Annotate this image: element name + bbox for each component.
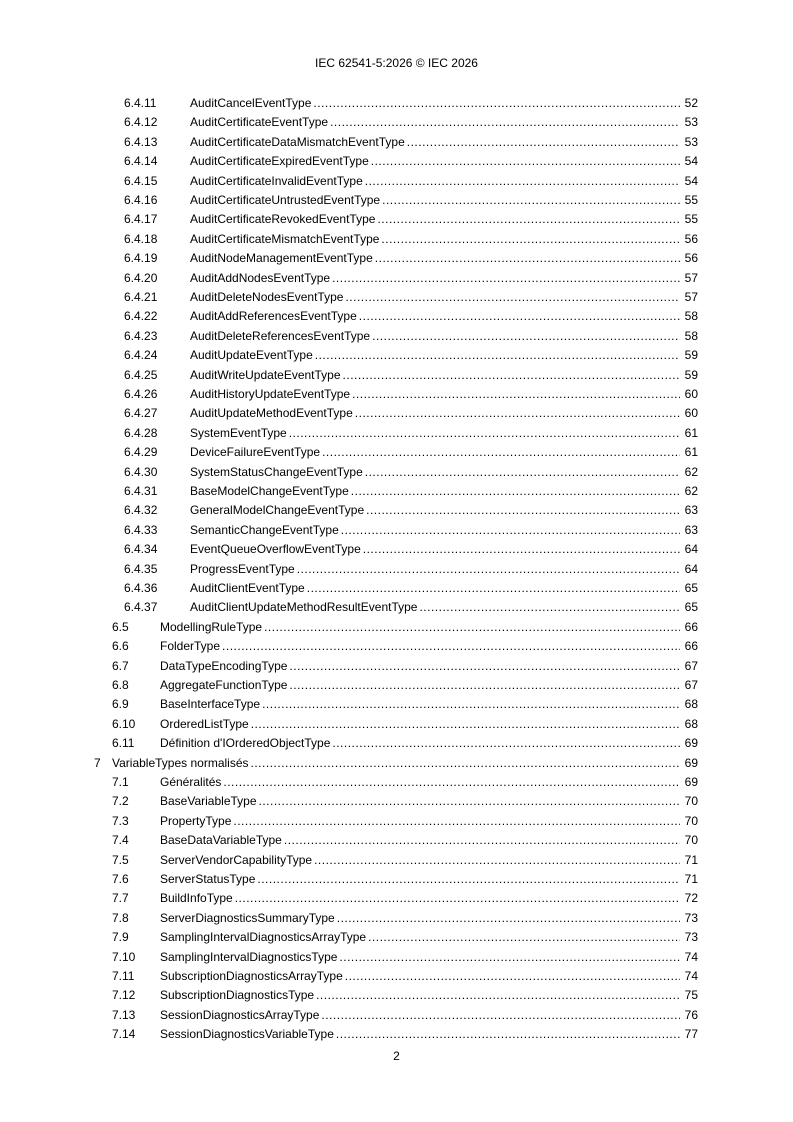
toc-entry-line <box>190 307 698 325</box>
toc-dot-leader <box>345 967 680 985</box>
toc-dot-leader <box>381 230 680 248</box>
toc-entry-page: 60 <box>684 387 698 401</box>
toc-entry-number: 7.5 <box>112 852 129 867</box>
toc-dot-leader <box>332 734 680 752</box>
toc-entry-page: 60 <box>684 406 698 421</box>
toc-entry[interactable] <box>0 521 793 541</box>
toc-entry-line <box>160 676 698 694</box>
toc-entry-title: BaseModelChangeEventType <box>190 484 349 498</box>
toc-entry-number: 6.4.16 <box>124 193 158 207</box>
toc-dot-leader <box>352 385 680 403</box>
toc-entry-page: 65 <box>684 581 698 595</box>
toc-entry-line <box>160 948 698 966</box>
toc-entry-number: 6.4.17 <box>124 212 158 227</box>
toc-entry-page: 53 <box>684 134 698 149</box>
toc-entry-line <box>190 424 698 442</box>
toc-entry-title: Définition d'IOrderedObjectType <box>160 736 331 751</box>
toc-entry-title: AuditClientEventType <box>190 581 305 595</box>
toc-entry-number: 6.4.35 <box>124 561 158 576</box>
toc-entry-title: EventQueueOverflowEventType <box>190 542 361 557</box>
toc-entry-page: 68 <box>684 716 698 731</box>
toc-entry-title: AuditCertificateExpiredEventType <box>190 154 369 169</box>
toc-entry-title: AuditCancelEventType <box>190 96 312 110</box>
toc-dot-leader <box>345 288 680 306</box>
toc-entry[interactable] <box>0 404 793 424</box>
toc-dot-leader <box>284 831 680 849</box>
toc-entry-title: SamplingIntervalDiagnosticsArrayType <box>160 930 367 945</box>
toc-entry-page: 68 <box>684 697 698 712</box>
toc-dot-leader <box>377 210 680 228</box>
toc-entry-line <box>190 501 698 519</box>
toc-dot-leader <box>336 1025 680 1043</box>
toc-dot-leader <box>314 851 680 869</box>
toc-dot-leader <box>351 482 680 500</box>
toc-entry[interactable] <box>0 210 793 230</box>
toc-entry-number: 6.5 <box>112 619 129 634</box>
toc-entry-title: AuditCertificateUntrustedEventType <box>190 193 381 207</box>
toc-entry[interactable] <box>0 909 793 929</box>
toc-entry-line <box>190 482 698 500</box>
toc-entry[interactable] <box>0 812 793 832</box>
toc-entry-title: DataTypeEncodingType <box>160 658 288 673</box>
toc-entry-page: 74 <box>684 949 698 964</box>
toc-entry-line <box>160 715 698 733</box>
toc-entry-number: 6.4.26 <box>124 387 158 401</box>
toc-entry-line <box>112 754 698 772</box>
toc-entry-title: Généralités <box>160 775 222 789</box>
toc-entry-title: SystemEventType <box>190 425 287 440</box>
toc-entry-line <box>190 579 698 597</box>
toc-entry[interactable] <box>0 249 793 269</box>
toc-entry-page: 62 <box>684 464 698 479</box>
toc-entry-number: 7.2 <box>112 794 129 809</box>
toc-entry[interactable] <box>0 463 793 483</box>
toc-dot-leader <box>339 948 680 966</box>
toc-entry-line <box>160 1025 698 1043</box>
toc-entry[interactable] <box>0 288 793 308</box>
toc-entry-line <box>160 831 698 849</box>
toc-entry-line <box>160 637 698 655</box>
toc-entry-number: 7.14 <box>112 1027 136 1042</box>
toc-entry-number: 7.12 <box>112 988 136 1003</box>
toc-entry-line <box>160 889 698 907</box>
toc-entry[interactable] <box>0 269 793 289</box>
toc-entry[interactable] <box>0 831 793 851</box>
toc-dot-leader <box>355 404 680 422</box>
toc-entry[interactable] <box>0 928 793 948</box>
toc-dot-leader <box>343 366 680 384</box>
toc-entry-title: DeviceFailureEventType <box>190 445 321 460</box>
toc-entry-page: 65 <box>684 600 698 615</box>
toc-entry[interactable] <box>0 792 793 812</box>
toc-dot-leader <box>368 928 680 946</box>
toc-entry-number: 6.10 <box>112 716 136 731</box>
toc-entry-title: SamplingIntervalDiagnosticsType <box>160 949 338 964</box>
toc-entry-title: ProgressEventType <box>190 561 295 576</box>
toc-dot-leader <box>365 463 680 481</box>
toc-entry-title: SemanticChangeEventType <box>190 522 339 537</box>
toc-entry-line <box>160 928 698 946</box>
toc-entry-page: 59 <box>684 367 698 382</box>
toc-entry-number: 6.4.22 <box>124 309 158 324</box>
toc-dot-leader <box>382 191 680 209</box>
toc-entry-title: BaseInterfaceType <box>160 697 261 712</box>
toc-entry-line <box>190 404 698 422</box>
toc-entry-line <box>160 986 698 1004</box>
toc-dot-leader <box>419 598 680 616</box>
toc-dot-leader <box>337 909 680 927</box>
toc-entry-title: AuditAddReferencesEventType <box>190 309 357 324</box>
toc-entry-title: AuditNodeManagementEventType <box>190 251 373 266</box>
toc-entry-page: 56 <box>684 251 698 266</box>
toc-entry-number: 6.4.27 <box>124 406 158 421</box>
toc-entry-number: 6.4.13 <box>124 134 158 149</box>
toc-entry-title: AuditCertificateRevokedEventType <box>190 212 376 227</box>
page-number: 2 <box>393 1049 400 1063</box>
toc-entry-number: 6.4.33 <box>124 522 158 537</box>
toc-entry-page: 67 <box>684 678 698 692</box>
toc-entry-title: SystemStatusChangeEventType <box>190 464 363 479</box>
toc-entry-line <box>190 210 698 228</box>
toc-entry[interactable] <box>0 870 793 890</box>
toc-entry-line <box>190 288 698 306</box>
toc-entry-title: BaseVariableType <box>160 794 257 809</box>
toc-entry-title: AggregateFunctionType <box>160 678 288 692</box>
toc-dot-leader <box>366 501 680 519</box>
toc-entry[interactable] <box>0 443 793 463</box>
toc-entry-page: 53 <box>684 115 698 130</box>
toc-entry-number: 6.4.31 <box>124 484 158 498</box>
toc-entry-title: PropertyType <box>160 813 232 828</box>
toc-entry-page: 54 <box>684 154 698 169</box>
toc-entry-line <box>190 269 698 287</box>
toc-entry-line <box>190 540 698 558</box>
toc-entry[interactable] <box>0 346 793 366</box>
toc-entry-title: ServerStatusType <box>160 872 256 886</box>
toc-entry-number: 6.4.20 <box>124 270 158 285</box>
toc-entry-number: 7.9 <box>112 930 129 945</box>
toc-entry-page: 63 <box>684 503 698 518</box>
toc-entry-page: 63 <box>684 522 698 537</box>
toc-entry-title: GeneralModelChangeEventType <box>190 503 365 518</box>
toc-entry[interactable] <box>0 540 793 560</box>
toc-entry-number: 6.4.25 <box>124 367 158 382</box>
toc-entry[interactable] <box>0 851 793 871</box>
toc-entry-line <box>160 812 698 830</box>
toc-entry-title: AuditWriteUpdateEventType <box>190 367 341 382</box>
toc-dot-leader <box>297 560 680 578</box>
toc-entry[interactable] <box>0 366 793 386</box>
toc-entry-number: 6.4.18 <box>124 231 158 246</box>
toc-entry-line <box>190 191 698 209</box>
toc-entry-title: AuditCertificateInvalidEventType <box>190 173 363 188</box>
toc-entry-number: 6.9 <box>112 697 129 712</box>
toc-entry-line <box>160 695 698 713</box>
toc-dot-leader <box>307 579 680 597</box>
toc-entry-title: ServerVendorCapabilityType <box>160 852 313 867</box>
toc-entry-line <box>190 230 698 248</box>
toc-entry-page: 58 <box>684 309 698 324</box>
toc-entry-title: ServerDiagnosticsSummaryType <box>160 910 335 925</box>
toc-entry-number: 6.4.19 <box>124 251 158 266</box>
toc-entry-number: 6.4.37 <box>124 600 158 615</box>
toc-entry-page: 56 <box>684 231 698 246</box>
toc-entry-title: AuditDeleteNodesEventType <box>190 290 344 304</box>
toc-entry-number: 6.4.24 <box>124 348 158 363</box>
toc-entry-page: 73 <box>684 930 698 945</box>
toc-entry-number: 7.10 <box>112 949 136 964</box>
toc-entry-number: 6.4.36 <box>124 581 158 595</box>
toc-entry[interactable] <box>0 889 793 909</box>
toc-entry-page: 70 <box>684 833 698 848</box>
toc-entry[interactable] <box>0 1025 793 1045</box>
toc-dot-leader <box>313 94 680 112</box>
toc-entry-page: 55 <box>684 212 698 227</box>
toc-entry-page: 59 <box>684 348 698 363</box>
toc-entry-page: 69 <box>684 755 698 770</box>
toc-dot-leader <box>257 870 680 888</box>
toc-entry-line <box>190 346 698 364</box>
toc-entry-title: AuditAddNodesEventType <box>190 270 331 285</box>
toc-dot-leader <box>315 346 680 364</box>
toc-entry-line <box>190 560 698 578</box>
toc-dot-leader <box>222 637 680 655</box>
toc-entry[interactable] <box>0 986 793 1006</box>
toc-entry[interactable] <box>0 637 793 657</box>
toc-entry-page: 57 <box>684 270 698 285</box>
toc-entry-number: 6.4.15 <box>124 173 158 188</box>
toc-entry[interactable] <box>0 385 793 405</box>
toc-entry-number: 7.8 <box>112 910 129 925</box>
toc-entry[interactable] <box>0 424 793 444</box>
toc-entry-page: 58 <box>684 328 698 343</box>
toc-entry-page: 61 <box>684 445 698 460</box>
toc-entry-line <box>160 909 698 927</box>
toc-entry-title: AuditHistoryUpdateEventType <box>190 387 351 401</box>
toc-entry[interactable] <box>0 754 793 774</box>
toc-entry-title: OrderedListType <box>160 716 249 731</box>
toc-dot-leader <box>223 773 680 791</box>
toc-entry-title: SubscriptionDiagnosticsType <box>160 988 315 1003</box>
toc-dot-leader <box>371 152 680 170</box>
toc-entry-number: 6.4.29 <box>124 445 158 460</box>
toc-entry[interactable] <box>0 948 793 968</box>
toc-entry[interactable] <box>0 618 793 638</box>
toc-entry[interactable] <box>0 1006 793 1026</box>
toc-entry-title: SubscriptionDiagnosticsArrayType <box>160 969 343 983</box>
toc-entry-number: 7.1 <box>112 775 129 789</box>
toc-entry[interactable] <box>0 598 793 618</box>
toc-dot-leader <box>332 269 680 287</box>
toc-entry-title: AuditClientUpdateMethodResultEventType <box>190 600 418 615</box>
toc-entry[interactable] <box>0 773 793 793</box>
toc-entry-number: 6.4.21 <box>124 290 158 304</box>
toc-entry-title: AuditCertificateEventType <box>190 115 329 130</box>
toc-entry-page: 62 <box>684 484 698 498</box>
toc-entry-page: 61 <box>684 425 698 440</box>
toc-entry-page: 71 <box>684 872 698 886</box>
toc-entry-page: 71 <box>684 852 698 867</box>
toc-entry-number: 6.11 <box>112 736 135 751</box>
toc-dot-leader <box>235 889 680 907</box>
toc-entry[interactable] <box>0 482 793 502</box>
toc-entry-line <box>190 366 698 384</box>
toc-entry-page: 72 <box>684 891 698 906</box>
toc-dot-leader <box>372 327 680 345</box>
toc-entry-line <box>190 443 698 461</box>
toc-entry-line <box>190 463 698 481</box>
toc-entry-title: AuditUpdateEventType <box>190 348 313 363</box>
toc-entry-line <box>190 385 698 403</box>
toc-entry-line <box>190 327 698 345</box>
toc-entry-page: 69 <box>684 736 698 751</box>
toc-entry-page: 52 <box>684 96 698 110</box>
toc-entry-number: 6.4.30 <box>124 464 158 479</box>
toc-dot-leader <box>359 307 680 325</box>
toc-entry-title: SessionDiagnosticsArrayType <box>160 1007 320 1022</box>
toc-entry-line <box>160 657 698 675</box>
toc-entry-page: 54 <box>684 173 698 188</box>
toc-entry-title: AuditCertificateDataMismatchEventType <box>190 134 405 149</box>
toc-entry[interactable] <box>0 695 793 715</box>
toc-entry-title: BaseDataVariableType <box>160 833 282 848</box>
toc-entry-number: 6.4.23 <box>124 328 158 343</box>
toc-entry[interactable] <box>0 307 793 327</box>
toc-entry-number: 6.4.14 <box>124 154 158 169</box>
toc-entry-title: AuditDeleteReferencesEventType <box>190 328 371 343</box>
toc-entry-page: 70 <box>684 794 698 809</box>
toc-entry[interactable] <box>0 113 793 133</box>
toc-entry-line <box>190 598 698 616</box>
toc-entry-line <box>160 967 698 985</box>
toc-entry-page: 74 <box>684 969 698 983</box>
toc-dot-leader <box>330 113 680 131</box>
toc-dot-leader <box>251 754 680 772</box>
toc-entry[interactable] <box>0 230 793 250</box>
toc-entry-title: AuditCertificateMismatchEventType <box>190 231 380 246</box>
toc-entry-line <box>160 851 698 869</box>
toc-dot-leader <box>289 424 680 442</box>
toc-entry-number: 7.7 <box>112 891 129 906</box>
toc-entry-number: 6.4.12 <box>124 115 158 130</box>
toc-entry-line <box>160 792 698 810</box>
toc-entry-number: 7.13 <box>112 1007 136 1022</box>
toc-entry[interactable] <box>0 152 793 172</box>
toc-entry-page: 64 <box>684 561 698 576</box>
toc-entry-line <box>190 113 698 131</box>
toc-dot-leader <box>316 986 680 1004</box>
toc-entry-page: 75 <box>684 988 698 1003</box>
toc-entry-number: 6.4.11 <box>124 96 157 110</box>
toc-entry[interactable] <box>0 560 793 580</box>
toc-entry-number: 7.11 <box>112 969 135 983</box>
toc-entry-number: 7.4 <box>112 833 129 848</box>
toc-entry-number: 6.4.32 <box>124 503 158 518</box>
toc-entry-line <box>160 734 698 752</box>
toc-entry-line <box>190 133 698 151</box>
toc-entry-number: 7.6 <box>112 872 129 886</box>
toc-entry[interactable] <box>0 579 793 599</box>
toc-dot-leader <box>289 676 680 694</box>
toc-dot-leader <box>375 249 680 267</box>
toc-entry-number: 6.4.28 <box>124 425 158 440</box>
toc-entry-page: 55 <box>684 193 698 207</box>
toc-dot-leader <box>365 172 680 190</box>
toc-entry-title: FolderType <box>160 639 221 654</box>
toc-dot-leader <box>289 657 680 675</box>
toc-entry-title: SessionDiagnosticsVariableType <box>160 1027 334 1042</box>
toc-entry-number: 7.3 <box>112 813 129 828</box>
toc-entry[interactable] <box>0 94 793 114</box>
toc-entry-line <box>190 249 698 267</box>
toc-entry-page: 67 <box>684 658 698 673</box>
toc-entry-line <box>160 618 698 636</box>
toc-entry[interactable] <box>0 172 793 192</box>
toc-entry[interactable] <box>0 676 793 696</box>
toc-entry-page: 66 <box>684 619 698 634</box>
toc-entry-line <box>190 94 698 112</box>
toc-entry[interactable] <box>0 715 793 735</box>
toc-entry-line <box>160 870 698 888</box>
toc-dot-leader <box>264 618 680 636</box>
toc-dot-leader <box>321 1006 680 1024</box>
toc-entry[interactable] <box>0 967 793 987</box>
toc-entry-number: 6.7 <box>112 658 129 673</box>
toc-entry[interactable] <box>0 734 793 754</box>
toc-entry-page: 69 <box>684 775 698 789</box>
toc-dot-leader <box>233 812 680 830</box>
toc-entry-page: 70 <box>684 813 698 828</box>
toc-entry[interactable] <box>0 191 793 211</box>
toc-dot-leader <box>251 715 680 733</box>
toc-dot-leader <box>322 443 680 461</box>
page-header: IEC 62541-5:2026 © IEC 2026 <box>315 56 478 70</box>
toc-entry-number: 6.8 <box>112 678 129 692</box>
toc-entry[interactable] <box>0 501 793 521</box>
toc-entry[interactable] <box>0 657 793 677</box>
toc-entry-title: BuildInfoType <box>160 891 233 906</box>
toc-entry-line <box>160 773 698 791</box>
toc-dot-leader <box>341 521 680 539</box>
toc-entry-number: 6.4.34 <box>124 542 158 557</box>
toc-dot-leader <box>407 133 680 151</box>
toc-entry-page: 77 <box>684 1027 698 1042</box>
toc-dot-leader <box>363 540 680 558</box>
toc-entry[interactable] <box>0 327 793 347</box>
toc-entry-number: 7 <box>94 755 101 770</box>
toc-entry-page: 73 <box>684 910 698 925</box>
toc-entry-page: 57 <box>684 290 698 304</box>
toc-entry-number: 6.6 <box>112 639 129 654</box>
toc-dot-leader <box>259 792 680 810</box>
toc-dot-leader <box>262 695 680 713</box>
toc-entry[interactable] <box>0 133 793 153</box>
toc-entry-title: ModellingRuleType <box>160 619 263 634</box>
toc-entry-title: VariableTypes normalisés <box>112 755 249 770</box>
toc-entry-title: AuditUpdateMethodEventType <box>190 406 353 421</box>
toc-entry-page: 66 <box>684 639 698 654</box>
toc-entry-page: 64 <box>684 542 698 557</box>
toc-entry-page: 76 <box>684 1007 698 1022</box>
toc-entry-line <box>190 152 698 170</box>
toc-entry-line <box>190 172 698 190</box>
toc-entry-line <box>160 1006 698 1024</box>
toc-entry-line <box>190 521 698 539</box>
